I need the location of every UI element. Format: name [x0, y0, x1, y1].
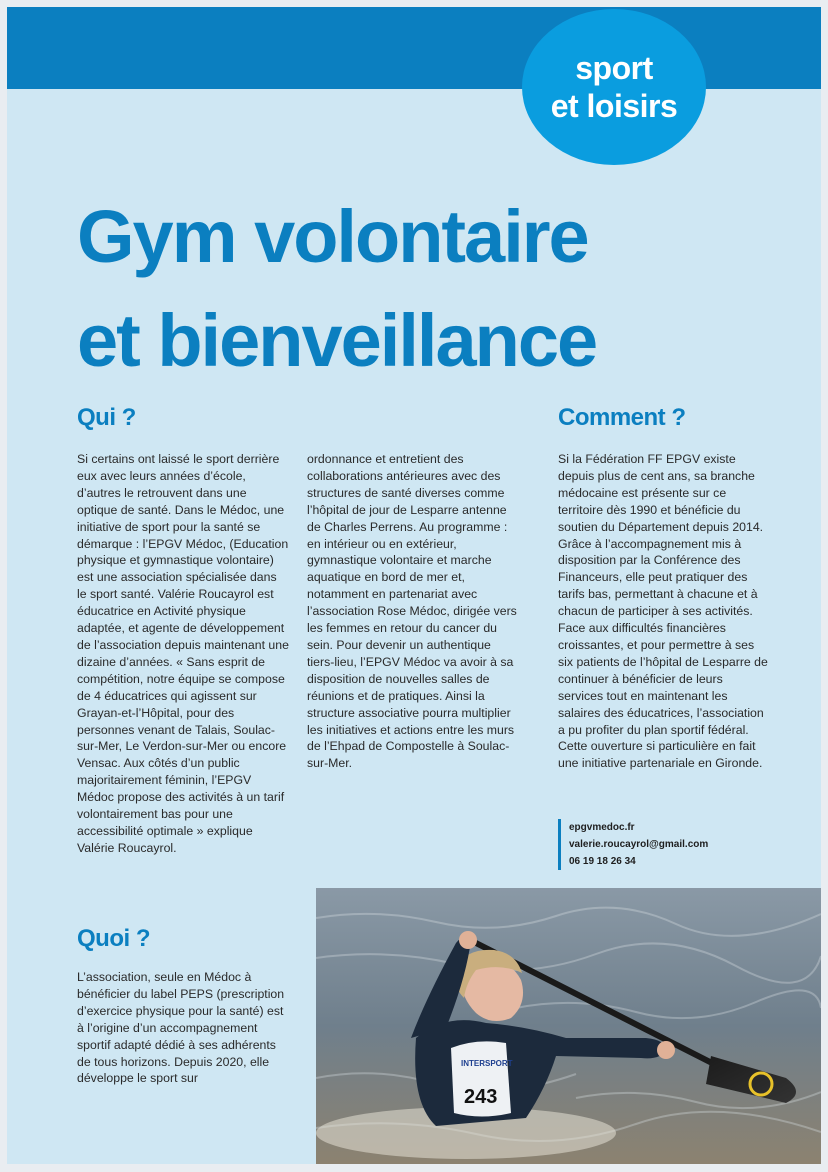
phone-number[interactable]: 06 19 18 26 34	[569, 856, 636, 867]
bib-sponsor: INTERSPORT	[461, 1059, 513, 1068]
qui-heading: Qui ?	[77, 404, 136, 431]
badge-line-2: et loisirs	[550, 88, 678, 124]
middle-column	[307, 451, 519, 772]
badge-line-1: sport	[575, 50, 653, 86]
email-link[interactable]: valerie.roucayrol@gmail.com	[569, 839, 709, 850]
comment-column	[558, 451, 770, 772]
bib-number: 243	[464, 1086, 498, 1108]
comment-text: Si la Fédération FF EPGV existe depuis plus de cent ans, sa branche médocaine est présente sur ce territoire dès 1990 et bénéficie du soutien du Département depuis 2014. Grâce à l’accompagnement mis à disposition par la Conférence des Financeurs, elle peut pratiquer des tarifs bas, permettant à chacune et à chacun de participer à ses activités. Face aux difficultés financières croissantes, et pour permettre à ses six patients de l’hôpital de Lesparre de continuer à bénéficier de leurs services tout en maintenant les salaires des éducatrices, l’association a pu profiter du plan sportif fédéral. Cette ouverture si particulière en fait une initiative partenariale en Gironde.	[558, 452, 768, 771]
kayak-photo	[316, 888, 821, 1164]
website-link[interactable]: epgvmedoc.fr	[569, 822, 635, 833]
contact-block	[558, 819, 708, 870]
quoi-column	[77, 969, 289, 1087]
title-line-2: et bienveillance	[77, 299, 597, 382]
title-line-1: Gym volontaire	[77, 195, 588, 278]
section-badge	[522, 9, 706, 165]
quoi-heading: Quoi ?	[77, 925, 150, 952]
kayaker-hand-right	[657, 1041, 675, 1059]
kayaker-hand-left	[459, 931, 477, 949]
qui-column	[77, 451, 289, 857]
middle-text: ordonnance et entretient des collaborations antérieures avec des structures de santé diverses comme l’hôpital de jour de Lesparre antenne de Charles Perrens. Au programme : en intérieur ou en extérieur, gymnastique volontaire et marche aquatique en bord de mer et, notamment en partenariat avec l’association Rose Médoc, dirigée vers les femmes en retour du cancer du sein. Pour devenir un authentique tiers-lieu, l’EPGV Médoc va avoir à sa disposition de nouvelles salles de réunions et de pratiques. Ainsi la structure associative pourra multiplier les initiatives et actions entre les murs de l’Ehpad de Compostelle à Soulac-sur-Mer.	[307, 452, 517, 771]
page-title	[77, 185, 596, 393]
kayaker-illustration	[316, 888, 821, 1164]
comment-heading: Comment ?	[558, 404, 686, 431]
quoi-text: L’association, seule en Médoc à bénéficier du label PEPS (prescription d’exercice physique pour la santé) est à l’origine d’un accompagnement sportif adapté dédié à ses adhérents de tous horizons. Depuis 2020, elle développe le sport sur	[77, 970, 285, 1086]
qui-text: Si certains ont laissé le sport derrière eux avec leurs années d’école, d’autres le retrouvent dans une optique de santé. Dans le Médoc, une initiative de sport pour la santé se démarque : l’EPGV Médoc, (Education physique et gymnastique volontaire) est une association spécialisée dans le sport santé. Valérie Roucayrol est éducatrice en Activité physique adaptée, et agente de développement de l’association depuis maintenant une dizaine d’années. « Sans esprit de compétition, notre équipe se compose de 4 éducatrices qui agissent sur Grayan-et-l’Hôpital, pour des personnes venant de Talais, Soulac-sur-Mer, Le Verdon-sur-Mer ou encore Vensac. Aux côtés d’un public majoritairement féminin, l’EPGV Médoc propose des activités à un tarif volontairement bas pour une accessibilité optimale » explique Valérie Roucayrol.	[77, 452, 289, 855]
magazine-page	[7, 7, 821, 1164]
